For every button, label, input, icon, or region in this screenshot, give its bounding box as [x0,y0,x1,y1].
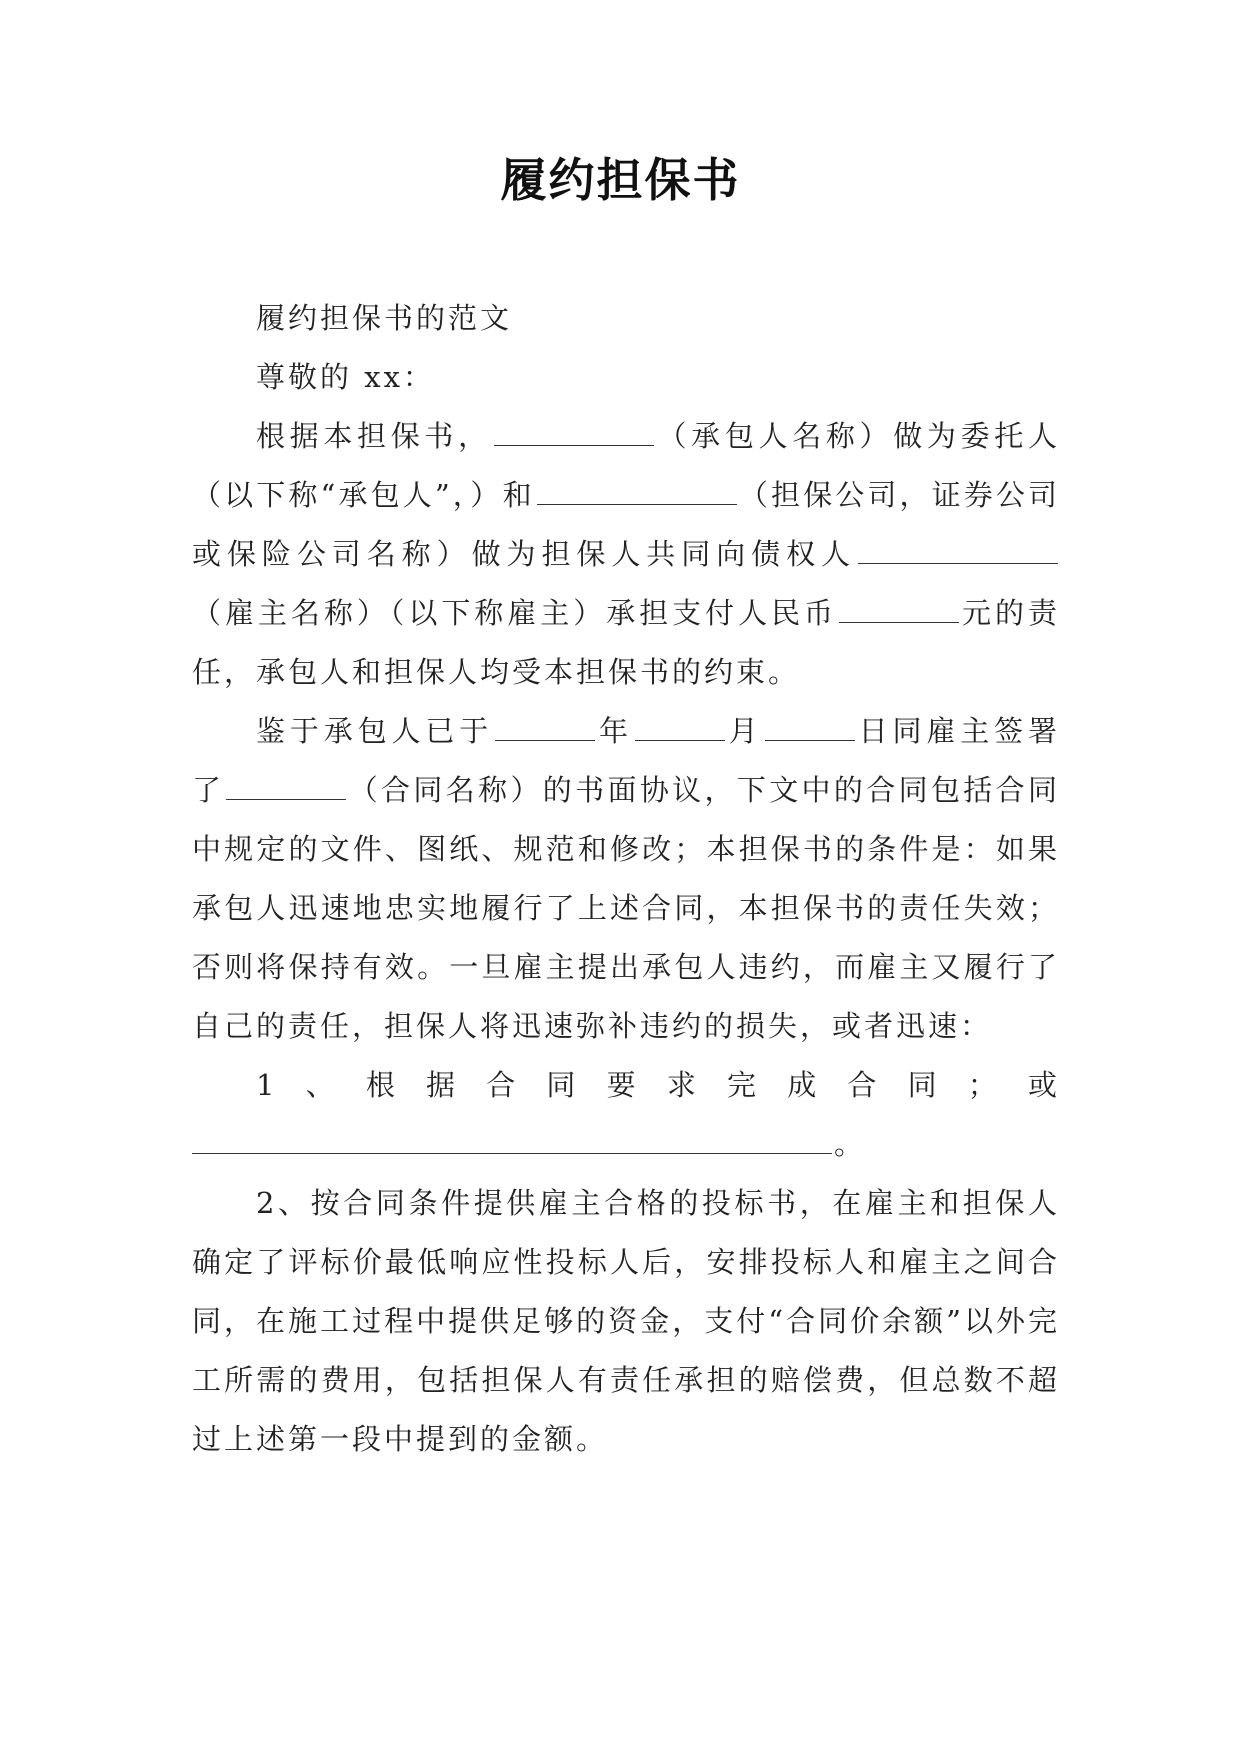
amount-blank [839,598,959,623]
paragraph-contract-conditions [192,702,1060,1056]
para2-text-4: 日同雇主签署了 [192,714,1060,807]
month-blank [635,716,725,741]
document-body [192,289,1060,1469]
contractor-name-blank [494,421,654,446]
guarantor-name-blank [537,480,737,505]
list-item-2: 2、按合同条件提供雇主合格的投标书，在雇主和担保人确定了评标价最低响应性投标人后，安排投标人和雇主之间合同，在施工过程中提供足够的资金，支付“合同价余额”以外完工所需的费用，包括担保人有责任承担的赔偿费，但总数不超过上述第一段中提到的金额。 [192,1186,1060,1456]
para2-text-5: （合同名称）的书面协议，下文中的合同包括合同中规定的文件、图纸、规范和修改；本担保书的条件是：如果承包人迅速地忠实地履行了上述合同，本担保书的责任失效；否则将保持有效。一旦雇主提出承包人违约，而雇主又履行了自己的责任，担保人将迅速弥补违约的损失，或者迅速： [192,773,1060,1043]
subtitle: 履约担保书的范文 [256,301,513,335]
contract-name-blank [226,775,346,800]
para2-text-2: 年 [597,714,633,748]
item1-blank [192,1129,832,1154]
list-item-1 [192,1056,1060,1115]
para1-text-3: （担保公司，证券公司或保险公司名称）做为担保人共同向债权人 [192,478,1060,571]
day-blank [765,716,855,741]
para2-text-1: 鉴于承包人已于 [256,714,494,748]
paragraph-guarantee-terms [192,407,1060,702]
year-blank [495,716,595,741]
list-item-1-continuation [192,1115,1060,1174]
document-title: 履约担保书 [500,153,741,207]
para1-text-4: （雇主名称）（以下称雇主）承担支付人民币 [192,596,838,630]
item1-end: 。 [834,1127,867,1161]
para1-text-2: （承包人名称）做为委托人（以下称“承包人”，）和 [192,419,1060,512]
para1-text-5: 元的责任，承包人和担保人均受本担保书的约束。 [192,596,1060,689]
para2-text-3: 月 [726,714,763,748]
para1-text-1: 根据本担保书， [256,419,492,453]
employer-name-blank [858,539,1058,564]
salutation: 尊敬的 xx： [256,360,435,394]
item1-text: 1、根据合同要求完成合同；或 [256,1068,1060,1102]
